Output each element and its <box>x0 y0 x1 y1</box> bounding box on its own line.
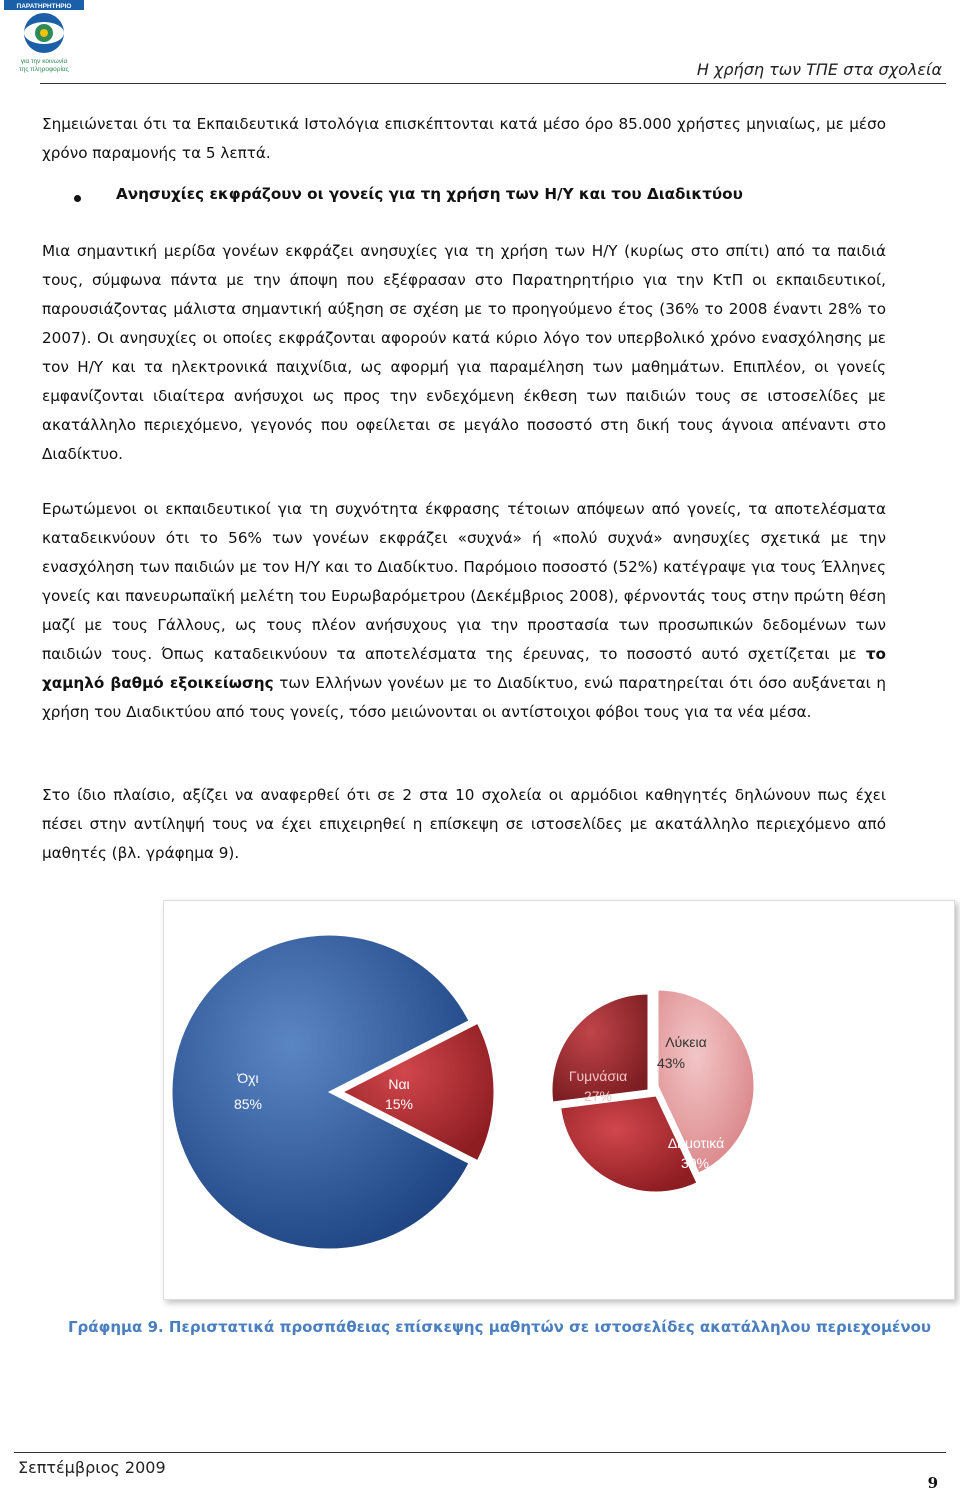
label-yes: Ναι <box>388 1076 410 1092</box>
paragraph-inappropriate-sites: Στο ίδιο πλαίσιο, αξίζει να αναφερθεί ότι σε 2 στα 10 σχολεία οι αρμόδιοι καθηγητές δηλώνουν πως έχει πέσει στην αντίληψή τους να έχει επιχειρηθεί η επίσκεψη σε ιστοσελίδες με ακατάλληλο περιεχόμενο από μαθητές (βλ. γράφημα 9). <box>42 786 886 862</box>
label-lykeia: Λύκεια <box>665 1034 707 1050</box>
value-lykeia: 43% <box>656 1055 686 1071</box>
paragraph-teacher-survey-emphasis: το χαμηλό βαθμό εξοικείωσης <box>42 645 886 692</box>
page-number: 9 <box>927 1474 938 1492</box>
paragraph-blog-visitors: Σημειώνεται ότι τα Εκπαιδευτικά Ιστολόγια επισκέπτονται κατά μέσο όρο 85.000 χρήστες μηνιαίως, με μέσο χρόνο παραμονής τα 5 λεπτά. <box>42 115 886 162</box>
svg-text:της πληροφορίας: της πληροφορίας <box>19 66 69 73</box>
footer-date: Σεπτέμβριος 2009 <box>18 1458 166 1477</box>
pie-of-pie-chart <box>164 901 954 1299</box>
svg-text:ΠΑΡΑΤΗΡΗΤΗΡΙΟ: ΠΑΡΑΤΗΡΗΤΗΡΙΟ <box>16 3 72 10</box>
pie-slice-gymnasia <box>552 994 648 1102</box>
figure-caption: Γράφημα 9. Περιστατικά προσπάθειας επίσκεψης μαθητών σε ιστοσελίδες ακατάλληλου περιεχομένου <box>68 1318 932 1336</box>
value-yes: 15% <box>384 1096 414 1112</box>
label-gymnasia: Γυμνάσια <box>568 1068 628 1084</box>
bullet-icon <box>74 195 81 202</box>
bullet-heading-text: Ανησυχίες εκφράζουν οι γονείς για τη χρήση των Η/Υ και του Διαδικτύου <box>116 185 743 203</box>
paragraph-teacher-survey-part2: των Ελλήνων γονέων με το Διαδίκτυο, ενώ παρατηρείται ότι όσο αυξάνεται η χρήση του Διαδικτύου από τους γονείς, τόσο μειώνονται οι αντίστοιχοι φόβοι τους για τα νέα μέσα. <box>42 674 886 721</box>
paragraph-teacher-survey-part1: Ερωτώμενοι οι εκπαιδευτικοί για τη συχνότητα έκφρασης τέτοιων απόψεων από γονείς, τα αποτελέσματα καταδεικνύουν ότι το 56% των γονέων εκφράζει «συχνά» ή «πολύ συχνά» ανησυχίες σχετικά με την ενασχόληση των παιδιών με τον Η/Υ και το Διαδίκτυο. Παρόμοιο ποσοστό (52%) κατέγραψε για τους Έλληνες γονείς και πανευρωπαϊκή μελέτη του Ευρωβαρόμετρου (Δεκέμβριος 2008), φέρνοντάς τους στην πρώτη θέση μαζί με τους Γάλλους, ως τους πλέον ανήσυχους για την προστασία των προσωπικών δεδομένων των παιδιών τους. Όπως καταδεικνύουν τα αποτελέσματα της έρευνας, το ποσοστό αυτό σχετίζεται με <box>42 500 886 663</box>
label-dimotika: Δημοτικά <box>667 1135 725 1151</box>
chart-frame <box>163 900 955 1300</box>
observatory-logo <box>4 0 84 75</box>
paragraph-teacher-survey <box>42 495 886 727</box>
paragraph-parent-concerns: Μια σημαντική μερίδα γονέων εκφράζει ανησυχίες για τη χρήση των Η/Υ (κυρίως στο σπίτι) από τα παιδιά τους, σύμφωνα πάντα με την άποψη που εξέφρασαν στο Παρατηρητήριο για την ΚτΠ οι εκπαιδευτικοί, παρουσιάζοντας μάλιστα σημαντική αύξηση σε σχέση με το προηγούμενο έτος (36% το 2008 έναντι 28% το 2007). Οι ανησυχίες οι οποίες εκφράζονται αφορούν κατά κύριο λόγο τον υπερβολικό χρόνο ενασχόλησης με τον Η/Υ και τα ηλεκτρονικά παιχνίδια, ως αφορμή για παραμέληση των μαθημάτων. Επιπλέον, οι γονείς εμφανίζονται ιδιαίτερα ανήσυχοι ως προς την ενδεχόμενη έκθεση των παιδιών τους σε ιστοσελίδες με ακατάλληλο περιεχόμενο, γεγονός που οφείλεται σε μεγάλο ποσοστό στη δική τους άγνοια απέναντι στο Διαδίκτυο. <box>42 242 886 463</box>
header-rule <box>40 83 946 84</box>
value-gymnasia: 27% <box>583 1088 613 1104</box>
running-header: Η χρήση των ΤΠΕ στα σχολεία <box>696 60 942 79</box>
svg-text:για την κοινωνία: για την κοινωνία <box>20 58 68 65</box>
value-no: 85% <box>233 1096 263 1112</box>
label-no: Όχι <box>237 1070 259 1086</box>
value-dimotika: 30% <box>680 1155 710 1171</box>
footer-rule <box>14 1452 946 1453</box>
